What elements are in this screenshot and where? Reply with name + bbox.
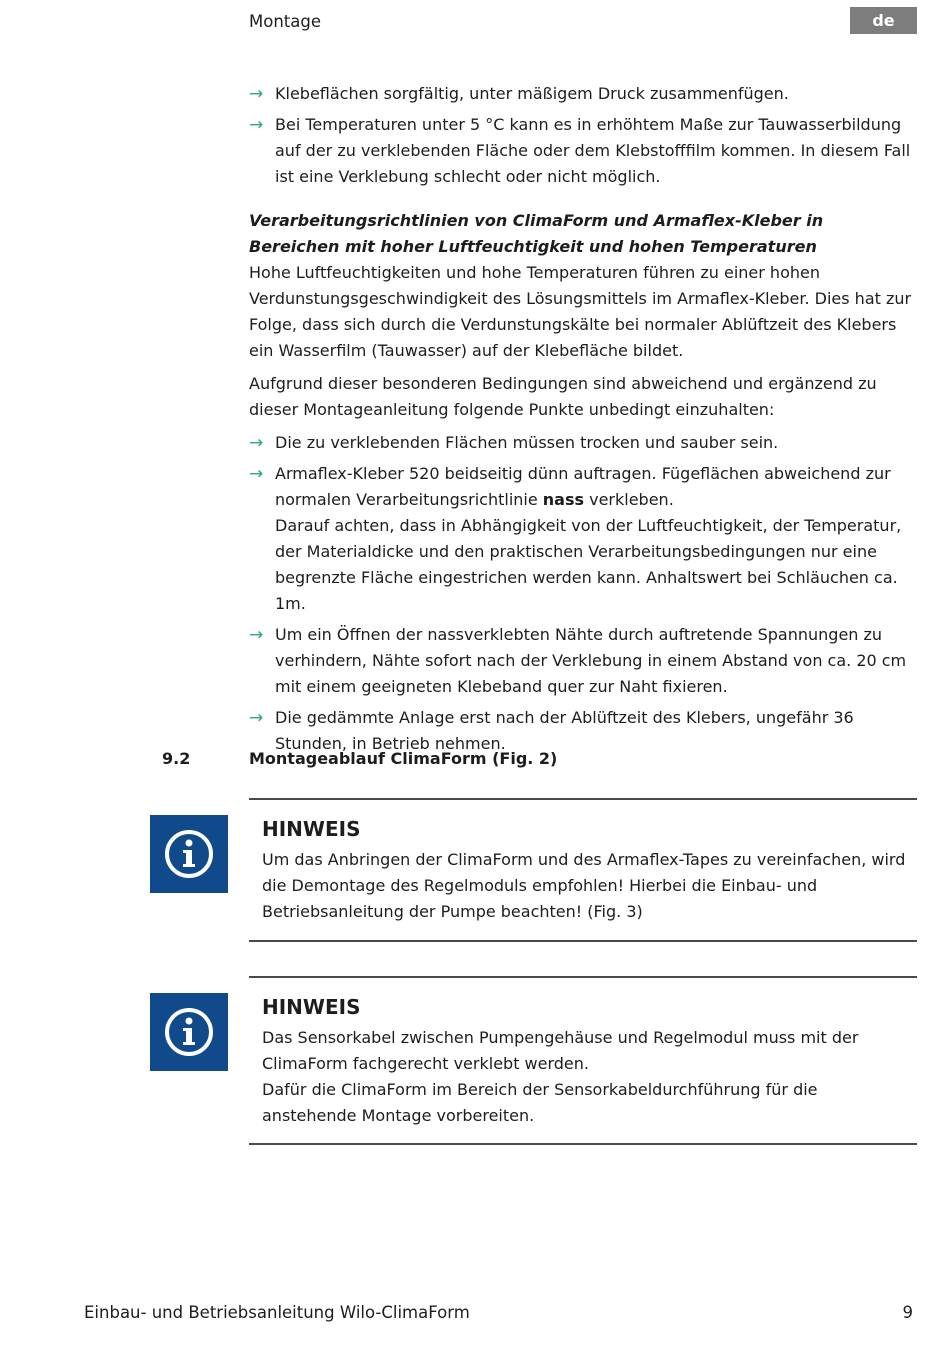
arrow-right-icon: → [249, 433, 264, 453]
arrow-right-icon: → [249, 464, 264, 484]
arrow-right-icon: → [249, 625, 264, 645]
list-item-text: Klebeflächen sorgfältig, unter mäßigem Druck zusammenfügen. [275, 84, 789, 103]
list-item [249, 461, 917, 617]
arrow-right-icon: → [249, 115, 264, 135]
section-number: 9.2 [162, 749, 191, 768]
list-item [249, 112, 917, 190]
bullet-list-top [249, 81, 917, 190]
notice-body [262, 816, 912, 925]
notice-top-rule [249, 798, 917, 800]
info-icon [150, 993, 228, 1071]
arrow-right-icon: → [249, 84, 264, 104]
list-item-text: Bei Temperaturen unter 5 °C kann es in erhöhtem Maße zur Tauwasserbildung auf der zu verklebenden Fläche oder dem Klebstofffilm kommen. In diesem Fall ist eine Verklebung schlecht oder nicht möglich. [275, 115, 911, 186]
notice-text: Dafür die ClimaForm im Bereich der Sensorkabeldurchführung für die anstehende Montage vorbereiten. [262, 1080, 818, 1125]
notice-bottom-rule [249, 940, 917, 942]
list-item [249, 430, 917, 456]
notice-text: Das Sensorkabel zwischen Pumpengehäuse und Regelmodul muss mit der ClimaForm fachgerecht verklebt werden. [262, 1028, 859, 1073]
paragraph: Hohe Luftfeuchtigkeiten und hohe Temperaturen führen zu einer hohen Verdunstungsgeschwindigkeit des Lösungsmittels im Armaflex-Kleber. Dies hat zur Folge, dass sich durch die Verdunstungskälte bei normaler Ablüftzeit des Klebers ein Wasserfilm (Tauwasser) auf der Klebefläche bildet. [249, 263, 912, 360]
notice-body [262, 994, 912, 1129]
header-title: Montage [249, 12, 321, 31]
list-item [249, 81, 917, 107]
list-item-text: Die gedämmte Anlage erst nach der Ablüftzeit des Klebers, ungefähr 36 Stunden, in Betrieb nehmen. [275, 708, 854, 753]
main-content [249, 81, 917, 762]
list-item-text: Die zu verklebenden Flächen müssen trocken und sauber sein. [275, 433, 779, 452]
notice-bottom-rule [249, 1143, 917, 1145]
footer-title: Einbau- und Betriebsanleitung Wilo-ClimaForm [84, 1303, 470, 1322]
notice-title: HINWEIS [262, 817, 361, 841]
language-badge: de [850, 7, 917, 34]
list-item [249, 622, 917, 700]
list-item-text: Um ein Öffnen der nassverklebten Nähte durch auftretende Spannungen zu verhindern, Nähte sofort nach der Verklebung in einem Abstand von ca. 20 cm mit einem geeigneten Klebeband quer zur Naht fixieren. [275, 625, 907, 696]
emphasis-text: nass [542, 490, 585, 509]
sub-heading: Verarbeitungsrichtlinien von ClimaForm und Armaflex-Kleber in Bereichen mit hoher Luftfeuchtigkeit und hohen Temperaturen [249, 211, 824, 256]
notice-text: Um das Anbringen der ClimaForm und des Armaflex-Tapes zu vereinfachen, wird die Demontage des Regelmoduls empfohlen! Hierbei die Einbau- und Betriebsanleitung der Pumpe beachten! (Fig. 3) [262, 850, 906, 921]
list-item-text: verkleben. [584, 490, 674, 509]
list-item-text: Darauf achten, dass in Abhängigkeit von der Luftfeuchtigkeit, der Temperatur, der Materialdicke und den praktischen Verarbeitungsbedingungen nur eine begrenzte Fläche eingestrichen werden kann. Anhaltswert bei Schläuchen ca. 1m. [275, 516, 902, 613]
bullet-list-main [249, 430, 917, 757]
section-title: Montageablauf ClimaForm (Fig. 2) [249, 749, 558, 768]
paragraph: Aufgrund dieser besonderen Bedingungen sind abweichend und ergänzend zu dieser Montageanleitung folgende Punkte unbedingt einzuhalten: [249, 374, 877, 419]
page-number: 9 [902, 1303, 913, 1322]
info-icon [150, 815, 228, 893]
list-item-text: Armaflex-Kleber 520 beidseitig dünn auftragen. Fügeflächen abweichend zur normalen Verarbeitungsrichtlinie [275, 464, 891, 509]
notice-top-rule [249, 976, 917, 978]
notice-title: HINWEIS [262, 995, 361, 1019]
arrow-right-icon: → [249, 708, 264, 728]
